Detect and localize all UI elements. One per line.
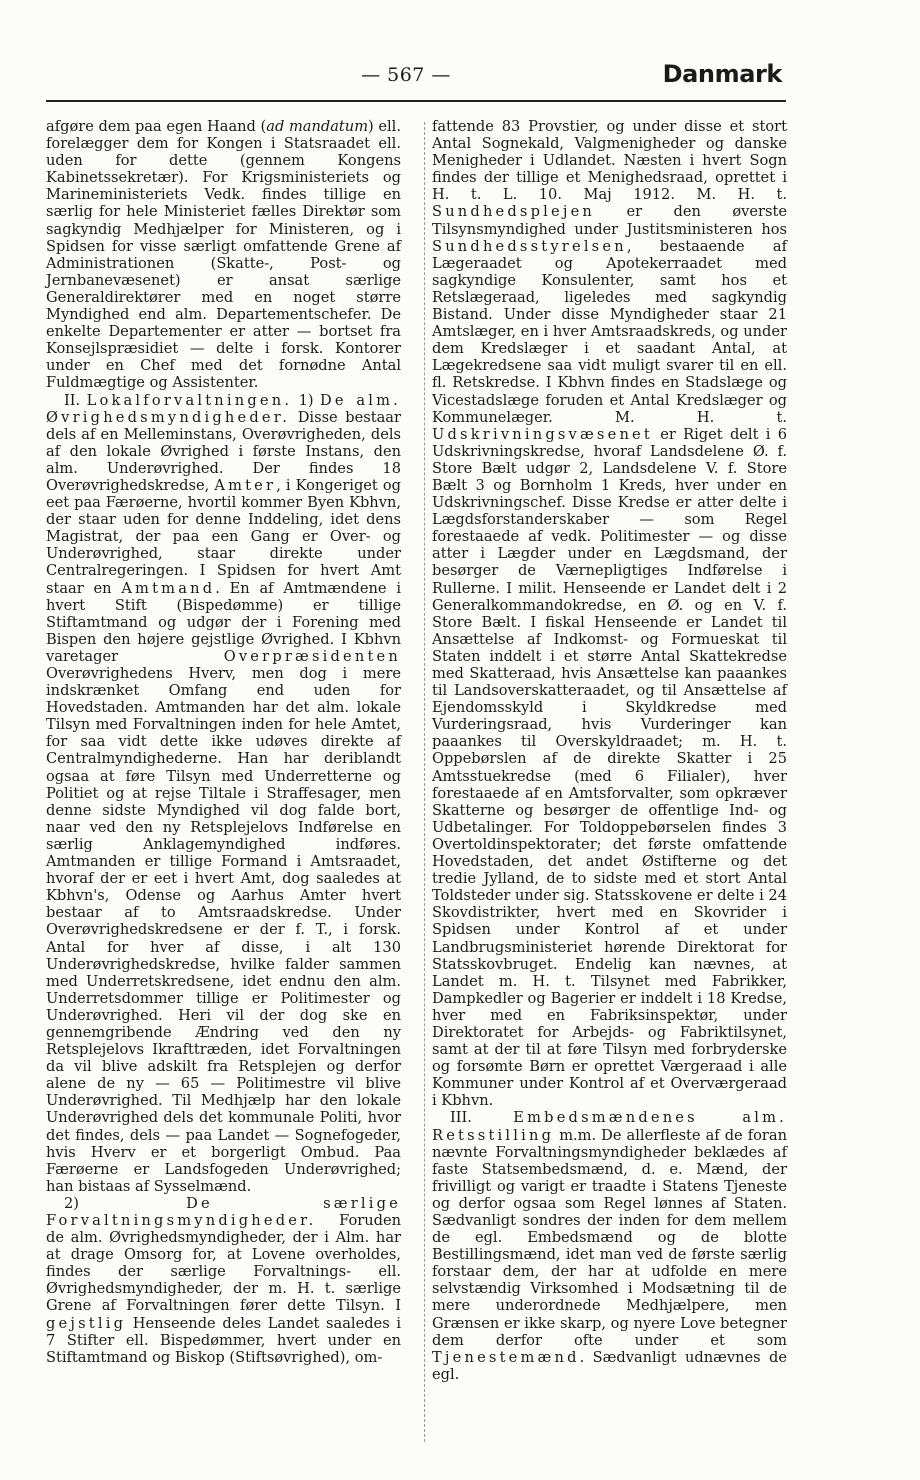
text-run: afgøre dem paa egen Haand (: [46, 118, 267, 135]
text-run: ) ell. forelægger dem for Kongen i Statsraadet ell. uden for dette (gennem Kongens Kabinetssekretær). For Krigsministeriets og Marineministeriets Vedk. findes tillige en særlig for hele Ministeriet fælles Direktør som sagkyndig Medhjælper for Ministeren, og i Spidsen for visse særligt omfattende Grene af Administrationen (Skatte-, Post- og Jernbanevæsenet) er ansat særlige Generaldirektører med en noget større Myndighed end alm. Departementschefer. De enkelte Departementer er atter — bortset fra Konsejlspræsidiet — delte i forsk. Kontorer under en Chef med det fornødne Antal Fuldmægtige og Assistenter.: [46, 118, 401, 392]
paragraph: [46, 392, 401, 1195]
spaced-term: Sundhedsplejen: [432, 203, 596, 221]
text-run: fattende 83 Provstier, og under disse et stort Antal Sognekald, Valgmenigheder og danske Menigheder i Udlandet. Næsten i hvert Sogn findes der tillige et Menighedsraad, oprettet i H. t. L. 10. Maj 1912. M. H. t.: [432, 118, 787, 204]
spaced-term: Sundhedsstyrelsen: [432, 237, 627, 255]
spaced-term: De alm. Øvrighedsmyndigheder.: [46, 391, 401, 426]
text-run: Henseende deles Landet saaledes i 7 Stifter ell. Bispedømmer, hvert under en Stiftamtmand og Biskop (Stiftsøvrighed), om-: [46, 1314, 401, 1366]
right-column: [432, 118, 787, 1383]
text-run: . Sædvanligt udnævnes de egl.: [432, 1348, 787, 1383]
page-number: — 567 —: [361, 64, 451, 86]
spaced-term: Udskrivningsvæsenet: [432, 425, 653, 443]
spaced-term: Amtmand: [121, 579, 216, 597]
spaced-term: Tjenestemænd: [432, 1348, 580, 1366]
text-run: 1): [292, 391, 320, 409]
text-run: Disse bestaar dels af en Melleminstans, Overøvrigheden, dels af den lokale Øvrighed i første Instans, den alm. Underøvrighed. Der findes 18 Overøvrighedskredse,: [46, 408, 401, 494]
text-run: . En af Amtmændene i hvert Stift (Bispedømme) er tillige Stiftamtmand og udgør der i Forening med Bispen den højere gejstlige Øvrighed. I Kbhvn varetager: [46, 579, 401, 665]
header-rule: [46, 100, 786, 102]
paragraph: [46, 118, 401, 392]
running-head-country: Danmark: [662, 60, 782, 88]
paragraph: [46, 1195, 401, 1366]
text-run: , bestaaende af Lægeraadet og Apotekerraadet med sagkyndige Konsulenter, samt hos et Retslægeraad, ligeledes med sagkyndig Bistand. Under disse Myndigheder staar 21 Amtslæger, en i hver Amtsraadskreds, og under dem Kredslæger i et saadant Antal, at Lægekredsene saa vidt muligt svarer til en ell. fl. Retskredse. I Kbhvn findes en Stadslæge og Vicestadslæge foruden et Antal Kredslæger og Kommunelæger. M. H. t.: [432, 237, 787, 426]
text-run: , i Kongeriget og eet paa Færøerne, hvortil kommer Byen Kbhvn, der staar uden for denne Inddeling, idet dens Magistrat, der paa een Gang er Over- og Underøvrighed, staar direkte under Centralregeringen. I Spidsen for hvert Amt staar en: [46, 476, 401, 597]
left-column: [46, 118, 401, 1366]
text-run: Overøvrighedens Hverv, men dog i mere indskrænket Omfang end uden for Hovedstaden. Amtmanden har det alm. lokale Tilsyn med Forvaltningen inden for hele Amtet, for saa vidt dette ikke udøves direkte af Centralmyndighederne. Han har deriblandt ogsaa at føre Tilsyn med Underretterne og Politiet og at rejse Tiltale i Straffesager, men denne sidste Myndighed vil dog falde bort, naar ved den ny Retsplejelovs Indførelse en særlig Anklagemyndighed indføres. Amtmanden er tillige Formand i Amtsraadet, hvoraf der er eet i hvert Amt, dog saaledes at Kbhvn's, Odense og Aarhus Amter hvert bestaar af to Amtsraadskredse. Under Overøvrighedskredsene er der f. T., i forsk. Antal for hver af disse, i alt 130 Underøvrighedskredse, hvilke falder sammen med Underretskredsene, idet endnu den alm. Underretsdommer tillige er Politimester og Underøvrighed. Heri vil der dog ske en gennemgribende Ændring ved den ny Retsplejelovs Ikrafttræden, idet Forvaltningen da vil blive adskilt fra Retsplejen og derfor alene de ny — 65 — Politimestre vil blive Underøvrighed. Til Medhjælp har den lokale Underøvrighed dels det kommunale Politi, hvor det findes, dels — paa Landet — Sognefogeder, hvis Hverv er et borgerligt Ombud. Paa Færøerne er Landsfogeden Underøvrighed; han bistaas af Sysselmænd.: [46, 665, 401, 1195]
spaced-term: Embedsmændenes alm. Retsstilling: [432, 1109, 787, 1144]
paragraph: [432, 118, 787, 1109]
paragraph: [432, 1109, 787, 1383]
text-run: er Riget delt i 6 Udskrivningskredse, hvoraf Landsdelene Ø. f. Store Bælt udgør 2, Landsdelene V. f. Store Bælt 3 og Bornholm 1 Kreds, hver under en Udskrivningschef. Disse Kredse er atter delte i Lægdsforstanderskaber — som Regel forestaaede af vedk. Politimester — og disse atter i Lægder under en Lægdsmand, der besørger de Værnepligtiges Indførelse i Rullerne. I milit. Henseende er Landet delt i 2 Generalkommandokredse, en Ø. og en V. f. Store Bælt. I fiskal Henseende er Landet til Ansættelse af Indkomst- og Formueskat til Staten inddelt i et større Antal Skattekredse med Skatteraad, hvis Ansættelse kan paaankes til Landsoverskatteraadet, og til Ansættelse af Ejendomsskyld i Skyldkredse med Vurderingsraad, hvis Vurderinger kan paaankes til Overskyldraadet; m. H. t. Oppebørslen af de direkte Skatter i 25 Amtsstuekredse (med 6 Filialer), hver forestaaede af en Amtsforvalter, som opkræver Skatterne og besørger de offentlige Ind- og Udbetalinger. For Toldoppebørselen findes 3 Overtoldinspektorater; det første omfattende Hovedstaden, det andet Østifterne og det tredie Jylland, de to sidste med et stort Antal Toldsteder under sig. Statsskovene er delte i 24 Skovdistrikter, hvert med en Skovrider i Spidsen under Kontrol af et under Landbrugsministeriet hørende Direktorat for Statsskovbruget. Endelig kan nævnes, at Landet m. H. t. Tilsynet med Fabrikker, Dampkedler og Bagerier er inddelt i 18 Kredse, hver med en Fabriksinspektør, under Direktoratet for Arbejds- og Fabriktilsynet, samt at der til at føre Tilsyn med forbryderske og forsømte Børn er oprettet Værgeraad i alle Kommuner under Kontrol af et Overværgeraad i Kbhvn.: [432, 425, 787, 1110]
text-run: III.: [450, 1109, 514, 1127]
spaced-term: gejstlig: [46, 1314, 127, 1332]
spaced-term: Overpræsidenten: [223, 647, 401, 665]
spaced-term: Amter: [214, 476, 277, 494]
column-divider: [424, 122, 425, 1442]
text-run: er den øverste Tilsynsmyndighed under Justitsministeren hos: [432, 203, 787, 238]
italic-term: ad mandatum: [266, 118, 369, 135]
spaced-term: De særlige Forvaltningsmyndigheder.: [46, 1194, 401, 1229]
text-run: Foruden de alm. Øvrighedsmyndigheder, der i Alm. har at drage Omsorg for, at Lovene overholdes, findes der særlige Forvaltnings- ell. Øvrighedsmyndigheder, der m. H. t. særlige Grene af Forvaltningen fører dette Tilsyn. I: [46, 1212, 401, 1315]
text-run: m.m. De allerfleste af de foran nævnte Forvaltningsmyndigheder beklædes af faste Statsembedsmænd, d. e. Mænd, der frivilligt og varigt er traadte i Statens Tjeneste og derfor ogsaa som Regel lønnes af Staten. Sædvanligt sondres der inden for dem mellem de egl. Embedsmænd og de blotte Bestillingsmænd, idet man ved de første særlig forstaar dem, der har at udfolde en mere selvstændig Virksomhed i Modsætning til de mere underordnede Medhjælpere, men Grænsen er ikke skarp, og nyere Love betegner dem derfor ofte under et som: [432, 1126, 787, 1349]
text-run: 2): [64, 1194, 187, 1212]
text-run: II.: [64, 391, 87, 409]
spaced-term: Lokalforvaltningen.: [86, 391, 293, 409]
